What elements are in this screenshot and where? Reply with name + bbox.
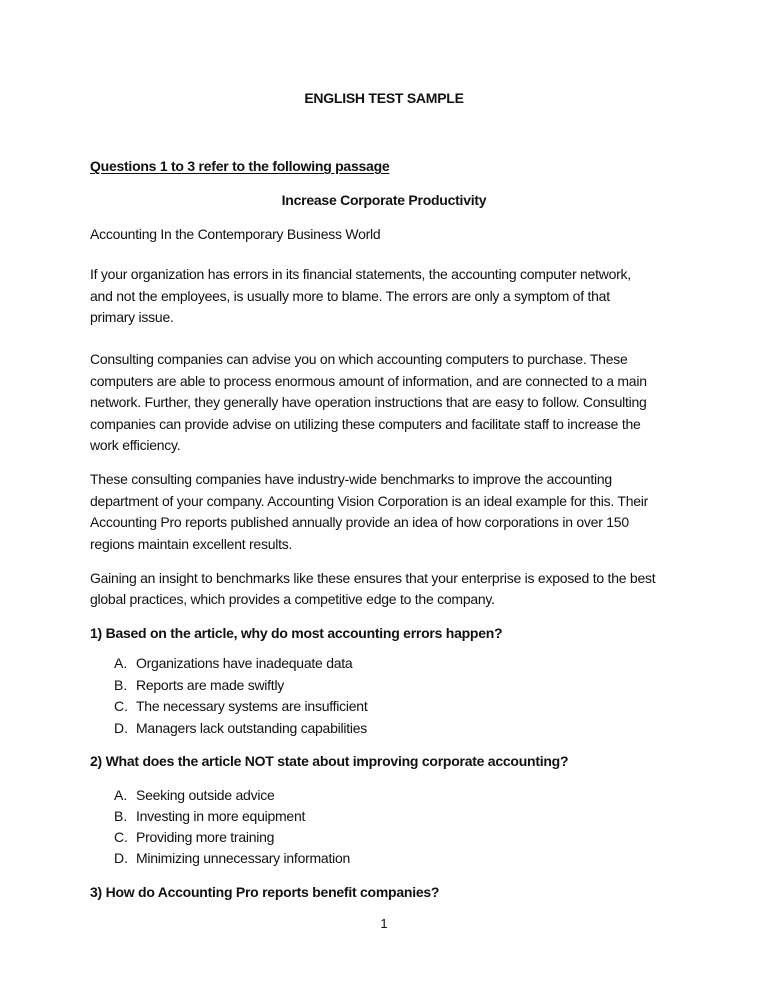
paragraph-line: and not the employees, is usually more to blame. The errors are only a symptom of that [90, 288, 610, 304]
option-text: Organizations have inadequate data [136, 655, 353, 671]
paragraph-line: regions maintain excellent results. [90, 536, 293, 552]
option-text: Minimizing unnecessary information [136, 850, 351, 866]
option-text: Seeking outside advice [136, 787, 275, 803]
option-text: Investing in more equipment [136, 808, 306, 824]
paragraph-line: department of your company. Accounting Vision Corporation is an ideal example for this. Their [90, 493, 649, 509]
paragraph-line: global practices, which provides a competitive edge to the company. [90, 591, 495, 607]
question-text: 2) What does the article NOT state about improving corporate accounting? [90, 753, 569, 769]
option-letter: B. [114, 808, 128, 824]
passage-subtitle: Accounting In the Contemporary Business World [90, 226, 381, 242]
question-text: 1) Based on the article, why do most accounting errors happen? [90, 625, 503, 641]
document-title: ENGLISH TEST SAMPLE [304, 90, 464, 106]
page-number: 1 [380, 916, 388, 931]
option-letter: D. [114, 850, 128, 866]
paragraph-line: Accounting Pro reports published annually provide an idea of how corporations in over 150 [90, 514, 629, 530]
paragraph-line: primary issue. [90, 309, 174, 325]
paragraph-line: work efficiency. [90, 437, 181, 453]
option-letter: A. [114, 655, 128, 671]
paragraph-line: These consulting companies have industry-wide benchmarks to improve the accounting [90, 471, 612, 487]
option-text: Providing more training [136, 829, 275, 845]
passage-title: Increase Corporate Productivity [281, 192, 487, 208]
option-letter: C. [114, 829, 128, 845]
option-letter: D. [114, 720, 128, 736]
paragraph-line: computers are able to process enormous amount of information, and are connected to a main [90, 373, 647, 389]
paragraph-line: Gaining an insight to benchmarks like these ensures that your enterprise is exposed to the best [90, 570, 656, 586]
paragraph-line: Consulting companies can advise you on which accounting computers to purchase. These [90, 351, 628, 367]
question-text: 3) How do Accounting Pro reports benefit companies? [90, 884, 440, 900]
option-letter: C. [114, 698, 128, 714]
paragraph-line: network. Further, they generally have operation instructions that are easy to follow. Consulting [90, 394, 647, 410]
paragraph-line: companies can provide advise on utilizing these computers and facilitate staff to increase the [90, 416, 641, 432]
paragraph-line: If your organization has errors in its financial statements, the accounting computer network, [90, 266, 631, 282]
option-letter: A. [114, 787, 128, 803]
section-heading: Questions 1 to 3 refer to the following passage [90, 158, 390, 174]
option-text: The necessary systems are insufficient [136, 698, 368, 714]
option-text: Managers lack outstanding capabilities [136, 720, 367, 736]
option-text: Reports are made swiftly [136, 677, 285, 693]
option-letter: B. [114, 677, 128, 693]
